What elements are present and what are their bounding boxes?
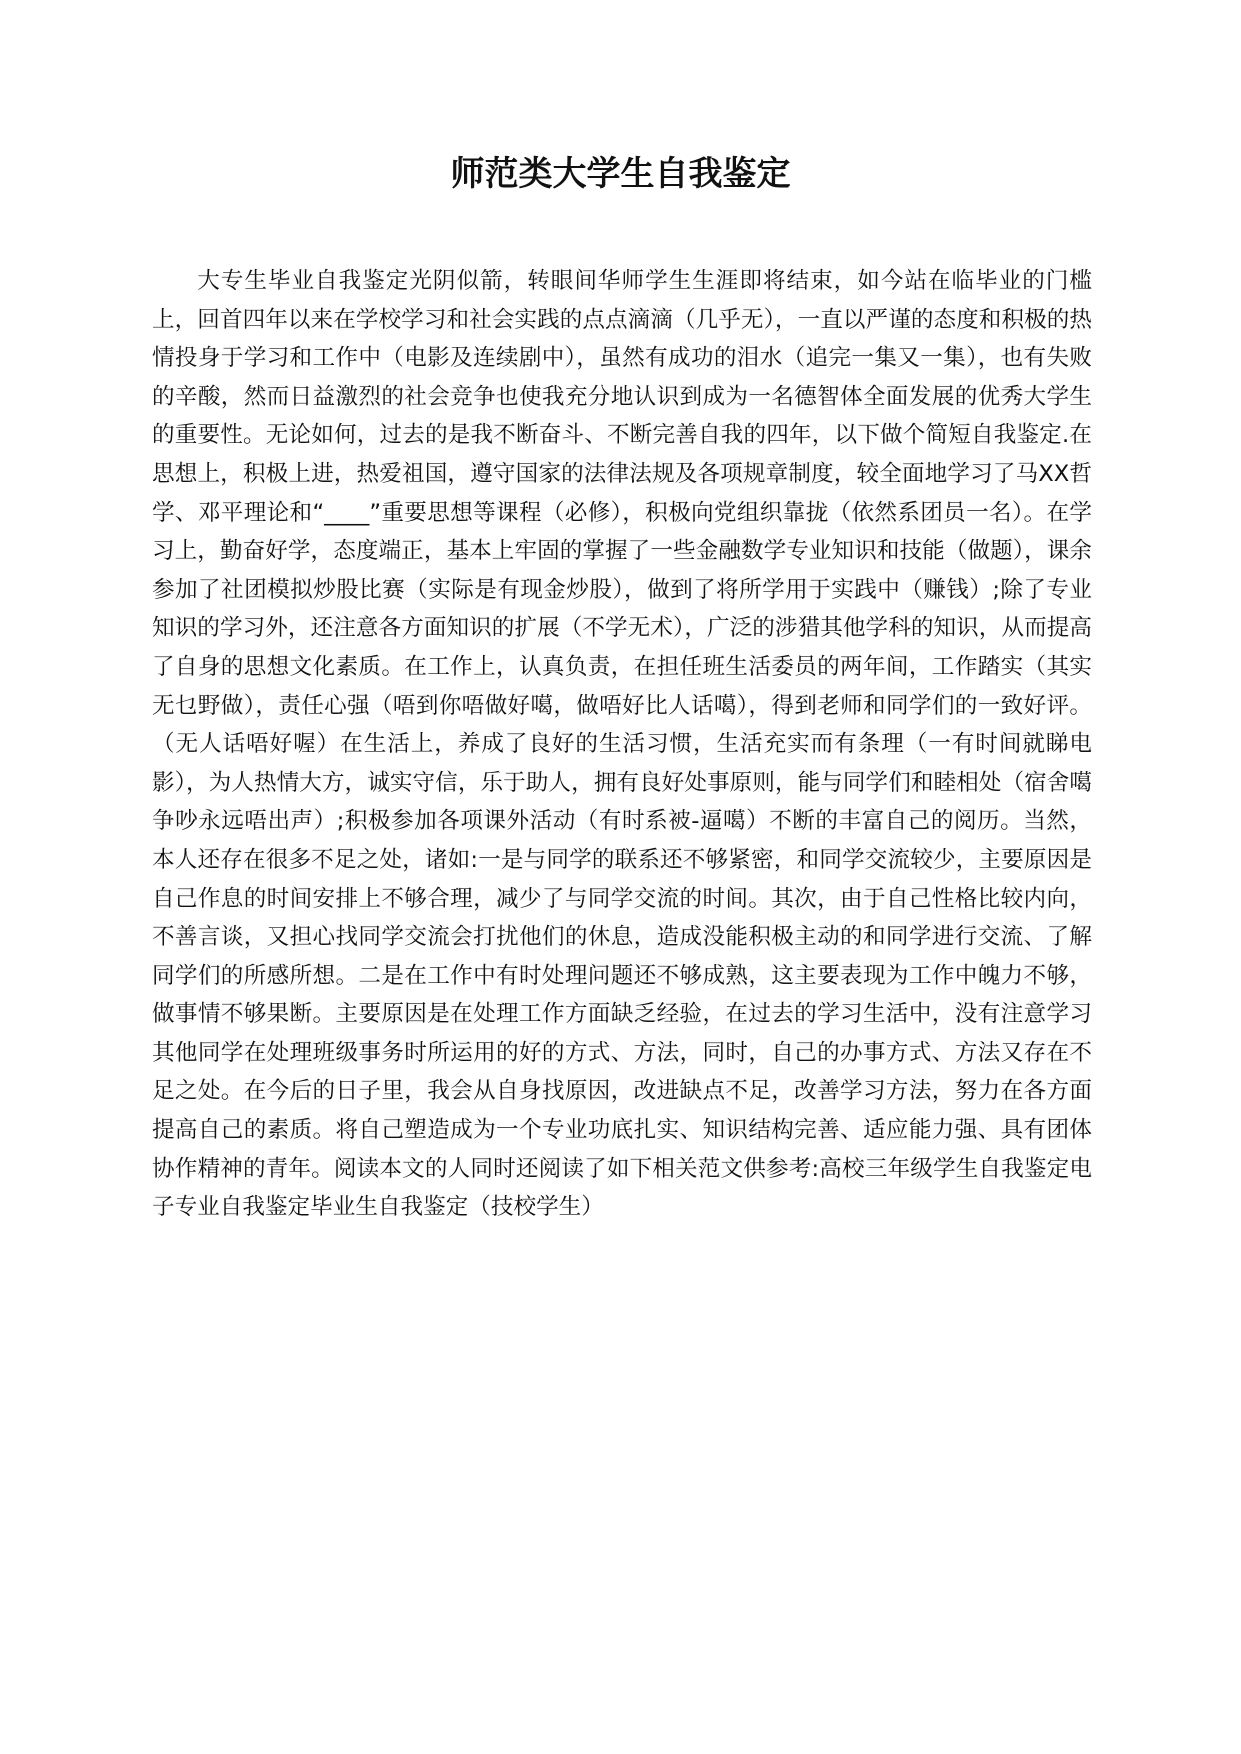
document-title: 师范类大学生自我鉴定 (450, 154, 791, 194)
document-body-paragraph: 大专生毕业自我鉴定光阴似箭，转眼间华师学生生涯即将结束，如今站在临毕业的门槛上，回首四年以来在学校学习和社会实践的点点滴滴（几乎无），一直以严谨的态度和积极的热情投身于学习和工作中（电影及连续剧中），虽然有成功的泪水（追完一集又一集），也有失败的辛酸，然而日益激烈的社会竞争也使我充分地认识到成为一名德智体全面发展的优秀大学生的重要性。无论如何，过去的是我不断奋斗、不断完善自我的四年，以下做个简短自我鉴定.在思想上，积极上进，热爱祖国，遵守国家的法律法规及各项规章制度，较全面地学习了马XX哲学、邓平理论和“____”重要思想等课程（必修），积极向党组织靠拢（依然系团员一名）。在学习上，勤奋好学，态度端正，基本上牢固的掌握了一些金融数学专业知识和技能（做题），课余参加了社团模拟炒股比赛（实际是有现金炒股），做到了将所学用于实践中（赚钱）;除了专业知识的学习外，还注意各方面知识的扩展（不学无术），广泛的涉猎其他学科的知识，从而提高了自身的思想文化素质。在工作上，认真负责，在担任班生活委员的两年间，工作踏实（其实无乜野做），责任心强（唔到你唔做好噶，做唔好比人话噶），得到老师和同学们的一致好评。（无人话唔好喔）在生活上，养成了良好的生活习惯，生活充实而有条理（一有时间就睇电影），为人热情大方，诚实守信，乐于助人，拥有良好处事原则，能与同学们和睦相处（宿舍噶争吵永远唔出声）;积极参加各项课外活动（有时系被-逼噶）不断的丰富自己的阅历。当然，本人还存在很多不足之处，诸如:一是与同学的联系还不够紧密，和同学交流较少，主要原因是自己作息的时间安排上不够合理，减少了与同学交流的时间。其次，由于自己性格比较内向，不善言谈，又担心找同学交流会打扰他们的休息，造成没能积极主动的和同学进行交流、了解同学们的所感所想。二是在工作中有时处理问题还不够成熟，这主要表现为工作中魄力不够，做事情不够果断。主要原因是在处理工作方面缺乏经验，在过去的学习生活中，没有注意学习其他同学在处理班级事务时所运用的好的方式、方法，同时，自己的办事方式、方法又存在不足之处。在今后的日子里，我会从自身找原因，改进缺点不足，改善学习方法，努力在各方面提高自己的素质。将自己塑造成为一个专业功底扎实、知识结构完善、适应能力强、具有团体协作精神的青年。阅读本文的人同时还阅读了如下相关范文供参考:高校三年级学生自我鉴定电子专业自我鉴定毕业生自我鉴定（技校学生） (152, 268, 1092, 1221)
